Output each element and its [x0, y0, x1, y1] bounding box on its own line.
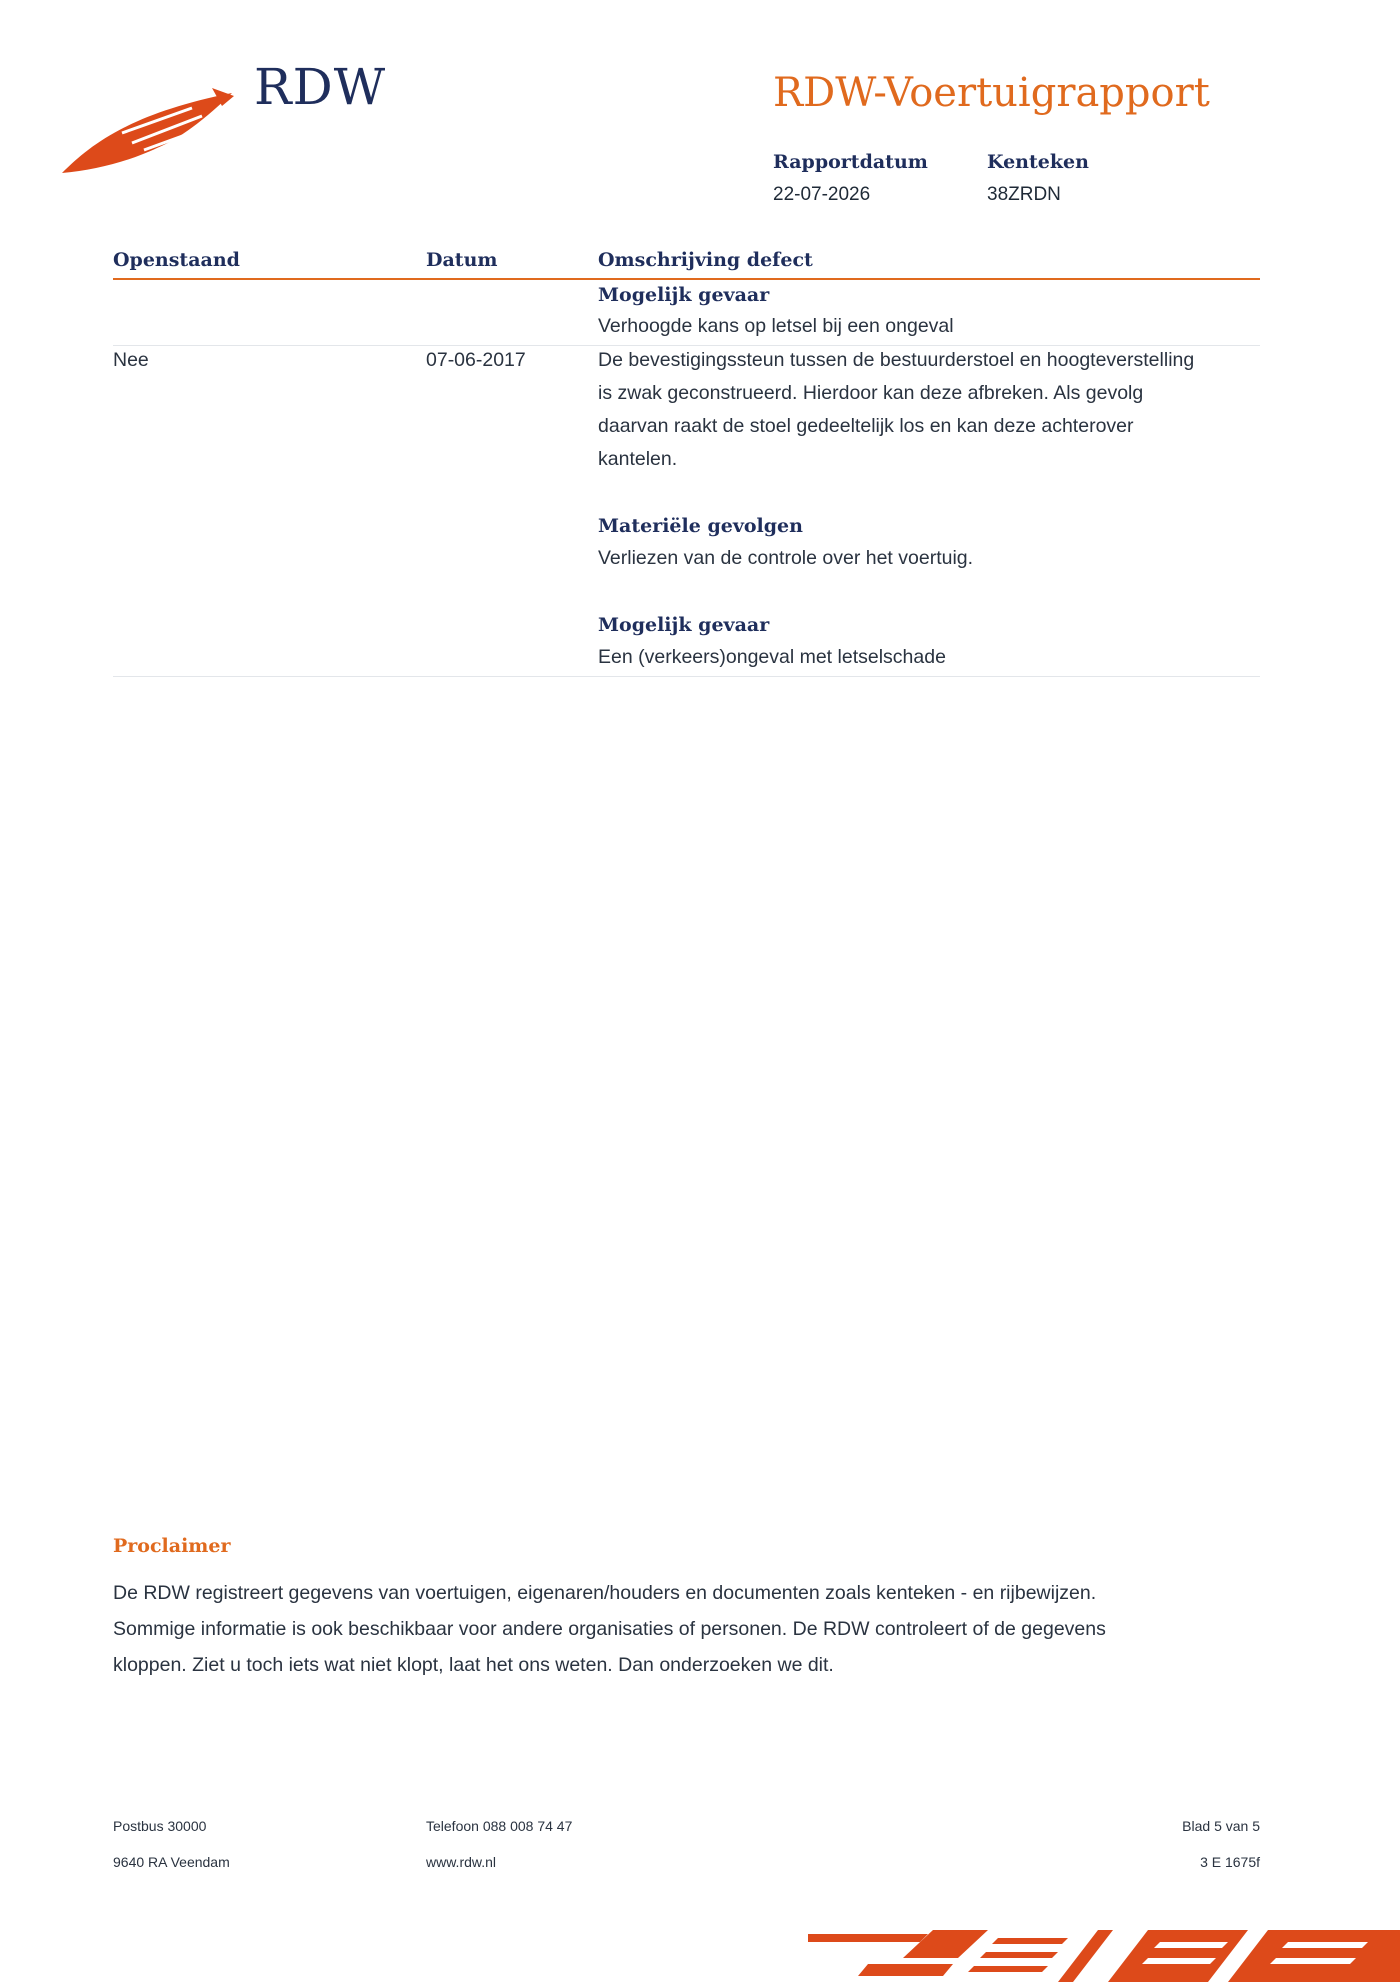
footer-postcode: 9640 RA Veendam: [113, 1854, 230, 1870]
proclaimer-title: Proclaimer: [113, 1535, 231, 1557]
cell-openstaand: Nee: [113, 349, 149, 371]
proclaimer-line: Sommige informatie is ook beschikbaar voor andere organisaties of personen. De RDW controleert of de gegevens: [113, 1618, 1106, 1640]
table-header-rule: [113, 278, 1260, 280]
logo-text: RDW: [254, 58, 387, 116]
proclaimer-line: De RDW registreert gegevens van voertuigen, eigenaren/houders en documenten zoals kenteken - en rijbewijzen.: [113, 1582, 1097, 1604]
footer-document-code: 3 E 1675f: [1200, 1854, 1260, 1870]
rapportdatum-label: Rapportdatum: [773, 151, 928, 173]
proclaimer-line: kloppen. Ziet u toch iets wat niet klopt, laat het ons weten. Dan onderzoeken we dit.: [113, 1654, 834, 1676]
stripes-decoration-icon: [808, 1928, 1400, 1982]
description-line: kantelen.: [598, 448, 678, 470]
prev-row-heading: Mogelijk gevaar: [598, 284, 770, 306]
column-header-omschrijving: Omschrijving defect: [598, 249, 813, 271]
footer-page-number: Blad 5 van 5: [1182, 1818, 1260, 1834]
cell-datum: 07-06-2017: [426, 349, 526, 371]
footer-postbus: Postbus 30000: [113, 1818, 207, 1834]
gevaar-text: Een (verkeers)ongeval met letselschade: [598, 646, 946, 668]
kenteken-label: Kenteken: [987, 151, 1089, 173]
description-line: daarvan raakt de stoel gedeeltelijk los en kan deze achterover: [598, 415, 1134, 437]
column-header-datum: Datum: [426, 249, 498, 271]
row-divider: [113, 676, 1260, 677]
prev-row-text: Verhoogde kans op letsel bij een ongeval: [598, 315, 954, 337]
description-line: is zwak geconstrueerd. Hierdoor kan deze afbreken. Als gevolg: [598, 382, 1144, 404]
cell-description: [598, 344, 1388, 476]
gevolgen-heading: Materiële gevolgen: [598, 515, 803, 537]
gevolgen-text: Verliezen van de controle over het voertuig.: [598, 547, 974, 569]
report-title: RDW-Voertuigrapport: [773, 70, 1210, 116]
kenteken-value: 38ZRDN: [987, 184, 1061, 205]
footer-telefoon: Telefoon 088 008 74 47: [426, 1818, 573, 1834]
footer-website[interactable]: www.rdw.nl: [426, 1854, 497, 1870]
column-header-openstaand: Openstaand: [113, 249, 240, 271]
rapportdatum-value: 22-07-2026: [773, 184, 871, 205]
proclaimer-text: [113, 1575, 1263, 1683]
description-line: De bevestigingssteun tussen de bestuurderstoel en hoogteverstelling: [598, 349, 1195, 371]
gevaar-heading: Mogelijk gevaar: [598, 614, 770, 636]
rdw-logo-icon: [62, 88, 237, 183]
